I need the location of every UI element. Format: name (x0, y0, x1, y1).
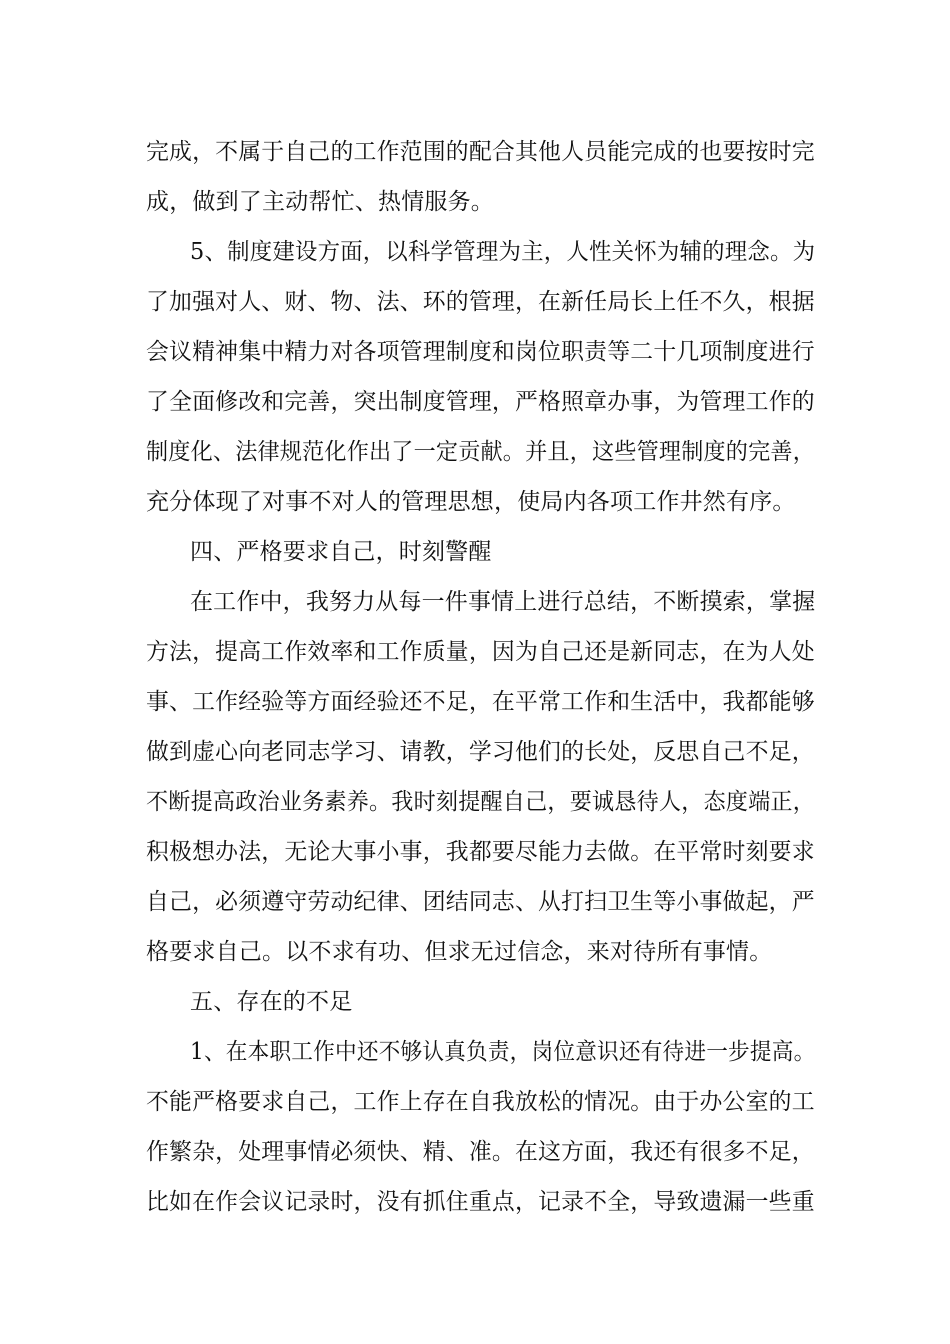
paragraph-line: 在工作中，我努力从每一件事情上进行总结，不断摸索，掌握 (190, 589, 816, 615)
paragraph-line: 方法，提高工作效率和工作质量，因为自己还是新同志，在为人处 (146, 639, 815, 665)
paragraph-line: 了加强对人、财、物、法、环的管理，在新任局长上任不久，根据 (146, 289, 815, 315)
paragraph-line: 会议精神集中精力对各项管理制度和岗位职责等二十几项制度进行 (146, 339, 815, 365)
paragraph-line: 完成，不属于自己的工作范围的配合其他人员能完成的也要按时完 (146, 139, 815, 165)
paragraph-line: 不能严格要求自己，工作上存在自我放松的情况。由于办公室的工 (146, 1089, 815, 1115)
paragraph-line: 5、制度建设方面，以科学管理为主，人性关怀为辅的理念。为 (190, 239, 816, 265)
paragraph-line: 比如在作会议记录时，没有抓住重点，记录不全，导致遗漏一些重 (146, 1189, 815, 1215)
paragraph-line: 制度化、法律规范化作出了一定贡献。并且，这些管理制度的完善， (146, 439, 815, 465)
section-heading: 五、存在的不足 (190, 989, 353, 1015)
paragraph-line: 成，做到了主动帮忙、热情服务。 (146, 189, 494, 215)
paragraph-line: 事、工作经验等方面经验还不足，在平常工作和生活中，我都能够 (146, 689, 815, 715)
paragraph-line: 1、在本职工作中还不够认真负责，岗位意识还有待进一步提高。 (190, 1039, 816, 1065)
paragraph-line: 积极想办法，无论大事小事，我都要尽能力去做。在平常时刻要求 (146, 839, 815, 865)
paragraph-line: 作繁杂，处理事情必须快、精、准。在这方面，我还有很多不足， (146, 1139, 815, 1165)
section-heading: 四、严格要求自己，时刻警醒 (190, 539, 492, 565)
paragraph-line: 做到虚心向老同志学习、请教，学习他们的长处，反思自己不足， (146, 739, 815, 765)
paragraph-line: 自己，必须遵守劳动纪律、团结同志、从打扫卫生等小事做起，严 (146, 889, 815, 915)
paragraph-line: 不断提高政治业务素养。我时刻提醒自己，要诚恳待人，态度端正， (146, 789, 815, 815)
paragraph-line: 充分体现了对事不对人的管理思想，使局内各项工作井然有序。 (146, 489, 796, 515)
paragraph-line: 格要求自己。以不求有功、但求无过信念，来对待所有事情。 (146, 939, 773, 965)
paragraph-line: 了全面修改和完善，突出制度管理，严格照章办事，为管理工作的 (146, 389, 815, 415)
